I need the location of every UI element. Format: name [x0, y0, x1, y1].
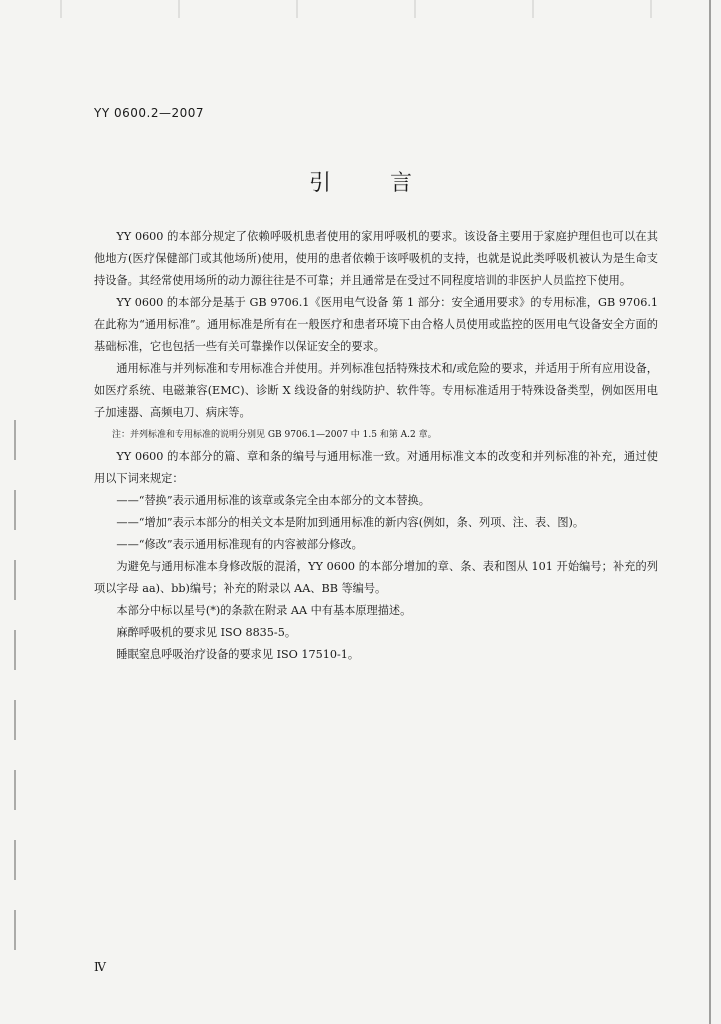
scan-artifact-right	[709, 0, 711, 1024]
note: 注：并列标准和专用标准的说明分别见 GB 9706.1—2007 中 1.5 和第 A.2 章。	[112, 430, 437, 440]
paragraph-6: 本部分中标以星号(*)的条款在附录 AA 中有基本原理描述。	[116, 604, 412, 617]
list-item-add: ——“增加”表示本部分的相关文本是附加到通用标准的新内容(例如，条、列项、注、表、图)。	[116, 516, 585, 529]
paragraph-4: YY 0600 的本部分的篇、章和条的编号与通用标准一致。对通用标准文本的改变和并列标准的补充，通过使用以下词来规定：	[94, 450, 658, 485]
paragraph-7: 麻醉呼吸机的要求见 ISO 8835-5。	[116, 626, 297, 639]
page-title: 引 言	[309, 171, 438, 196]
list-item-modify: ——“修改”表示通用标准现有的内容被部分修改。	[116, 538, 363, 551]
document-body	[94, 226, 658, 666]
page-number: Ⅳ	[94, 960, 106, 974]
standard-code: YY 0600.2—2007	[94, 106, 205, 120]
list-item-replace: ——“替换”表示通用标准的该章或条完全由本部分的文本替换。	[116, 494, 430, 507]
paragraph-1: YY 0600 的本部分规定了依赖呼吸机患者使用的家用呼吸机的要求。该设备主要用于家庭护理但也可以在其他地方(医疗保健部门或其他场所)使用，使用的患者依赖于该呼吸机的支持，也就是说此类呼吸机被认为是生命支持设备。其经常使用场所的动力源往往是不可靠；并且通常是在受过不同程度培训的非医护人员监控下使用。	[94, 230, 658, 287]
scan-artifact-left	[14, 420, 16, 980]
paragraph-2: YY 0600 的本部分是基于 GB 9706.1《医用电气设备 第 1 部分：安全通用要求》的专用标准，GB 9706.1在此称为“通用标准”。通用标准是所有在一般医疗和患者环境下由合格人员使用或监控的医用电气设备安全方面的基础标准，它也包括一些有关可靠操作以保证安全的要求。	[94, 296, 658, 353]
scan-artifact-top	[0, 0, 721, 18]
paragraph-5: 为避免与通用标准本身修改版的混淆，YY 0600 的本部分增加的章、条、表和图从 101 开始编号；补充的列项以字母 aa)、bb)编号；补充的附录以 AA、BB 等编号。	[94, 560, 658, 595]
paragraph-8: 睡眠窒息呼吸治疗设备的要求见 ISO 17510-1。	[116, 648, 360, 661]
paragraph-3: 通用标准与并列标准和专用标准合并使用。并列标准包括特殊技术和/或危险的要求，并适用于所有应用设备，如医疗系统、电磁兼容(EMC)、诊断 X 线设备的射线防护、软件等。专用标准适用于特殊设备类型，例如医用电子加速器、高频电刀、病床等。	[94, 362, 658, 419]
